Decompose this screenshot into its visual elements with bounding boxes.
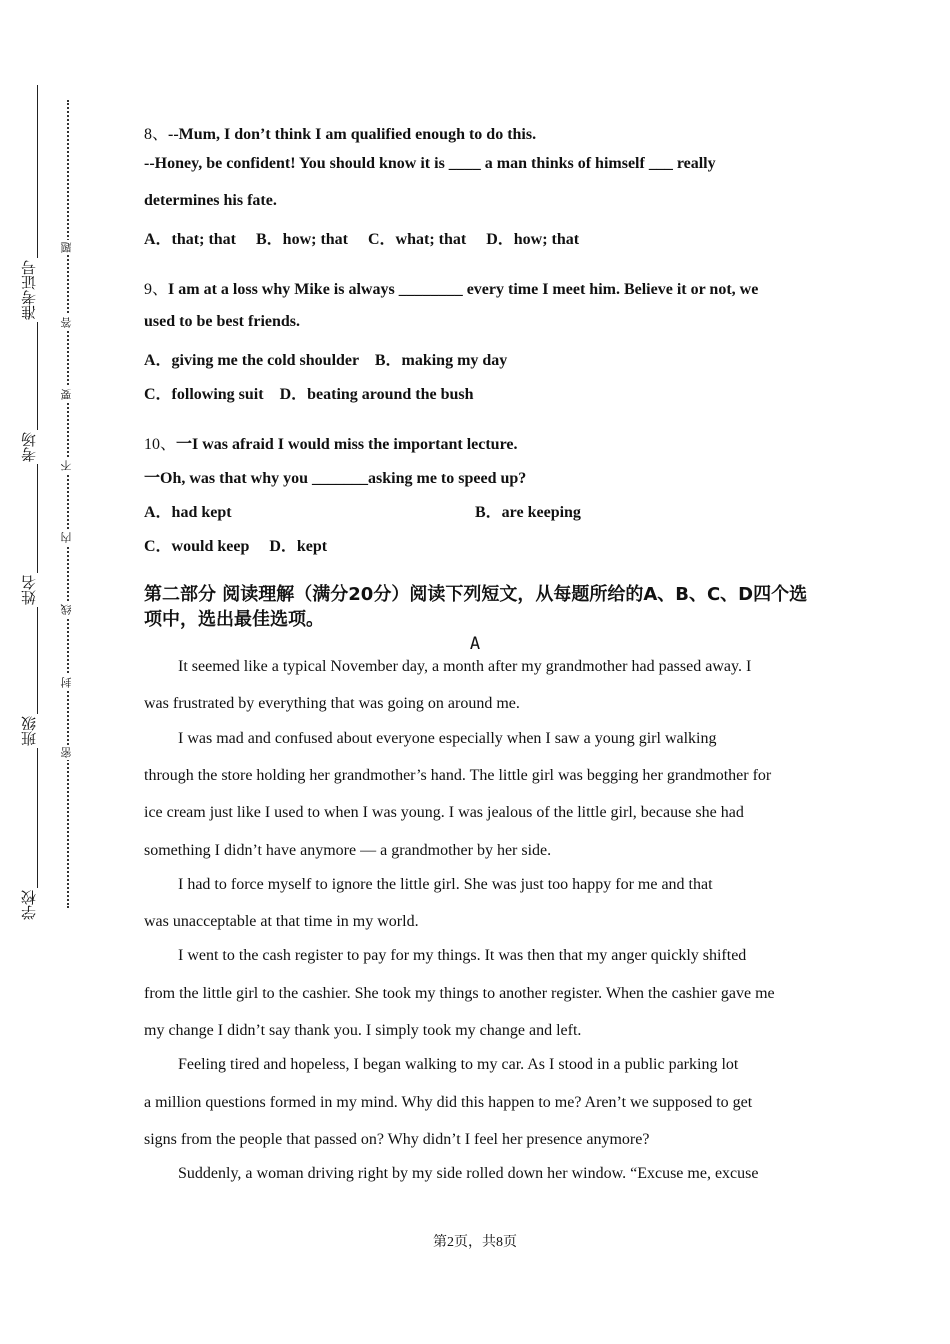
seal-char: 线	[61, 604, 73, 615]
label-exam-room: 考场	[22, 432, 38, 462]
question-8-line-3: determines his fate.	[144, 192, 277, 209]
seal-char: 封	[61, 677, 73, 688]
seal-char: 内	[61, 532, 73, 543]
question-10-line-1	[144, 431, 518, 454]
question-9-line-1	[144, 276, 758, 299]
page-footer: 第2页，共8页	[433, 1235, 517, 1250]
passage-line: something I didn’t have anymore — a grandmother by her side.	[144, 842, 552, 859]
seal-dotted-line	[67, 100, 69, 908]
passage-label: A	[469, 634, 481, 654]
passage-line: I went to the cash register to pay for my things. It was then that my anger quickly shifted	[178, 947, 747, 964]
seal-char: 题	[61, 242, 73, 253]
seal-char: 不	[61, 460, 73, 471]
passage-line: a million questions formed in my mind. Why did this happen to me? Aren’t we supposed to get	[144, 1094, 753, 1111]
seal-char: 密	[61, 747, 73, 758]
question-text: --Mum, I don’t think I am qualified enough to do this.	[168, 126, 537, 143]
label-exam-number: 准考证号	[22, 260, 38, 320]
binding-line	[37, 85, 38, 920]
question-number: 10、	[144, 436, 177, 453]
label-name: 姓名	[22, 575, 38, 605]
passage-line: I was mad and confused about everyone especially when I saw a young girl walking	[178, 730, 717, 747]
question-number: 8、	[144, 126, 169, 143]
binding-margin	[0, 0, 110, 1344]
question-8-line-2: --Honey, be confident! You should know it is ____ a man thinks of himself ___ really	[144, 155, 716, 172]
question-text: 一I was afraid I would miss the important lecture.	[176, 436, 518, 453]
label-school: 学校	[22, 890, 38, 920]
question-10-options-cd: C．would keep D．kept	[144, 538, 328, 555]
passage-line: It seemed like a typical November day, a month after my grandmother had passed away. I	[178, 658, 752, 675]
section-heading: 第二部分 阅读理解（满分20分）阅读下列短文，从每题所给的A、B、C、D四个选项中，选出最佳选项。	[144, 584, 808, 630]
question-10-option-b: B．are keeping	[475, 504, 581, 521]
question-8-options: A．that; that B．how; that C．what; that D．how; that	[144, 231, 580, 248]
passage-line: through the store holding her grandmother’s hand. The little girl was begging her grandmother for	[144, 767, 772, 784]
passage-line: Feeling tired and hopeless, I began walking to my car. As I stood in a public parking lot	[178, 1056, 739, 1073]
passage-line: signs from the people that passed on? Why didn’t I feel her presence anymore?	[144, 1131, 650, 1148]
passage-line: ice cream just like I used to when I was young. I was jealous of the little girl, because she had	[144, 804, 744, 821]
question-9-options-2: C．following suit D．beating around the bush	[144, 386, 474, 403]
passage-line: Suddenly, a woman driving right by my side rolled down her window. “Excuse me, excuse	[178, 1165, 759, 1182]
label-class: 班级	[22, 716, 38, 746]
question-10-option-a: A．had kept	[144, 504, 232, 521]
passage-line: my change I didn’t say thank you. I simply took my change and left.	[144, 1022, 582, 1039]
passage-line: was unacceptable at that time in my world.	[144, 913, 419, 930]
question-8-line-1	[144, 121, 536, 144]
passage-line: I had to force myself to ignore the little girl. She was just too happy for me and that	[178, 876, 713, 893]
passage-line: from the little girl to the cashier. She took my things to another register. When the cashier gave me	[144, 985, 775, 1002]
question-9-line-2: used to be best friends.	[144, 313, 301, 330]
question-10-line-2: 一Oh, was that why you _______asking me to speed up?	[144, 470, 527, 487]
passage-line: was frustrated by everything that was going on around me.	[144, 695, 520, 712]
question-9-options-1: A．giving me the cold shoulder B．making my day	[144, 352, 508, 369]
question-number: 9、	[144, 281, 169, 298]
question-text: I am at a loss why Mike is always ________ every time I meet him. Believe it or not, we	[168, 281, 759, 298]
seal-char: 要	[61, 389, 73, 400]
seal-char: 答	[61, 317, 73, 328]
